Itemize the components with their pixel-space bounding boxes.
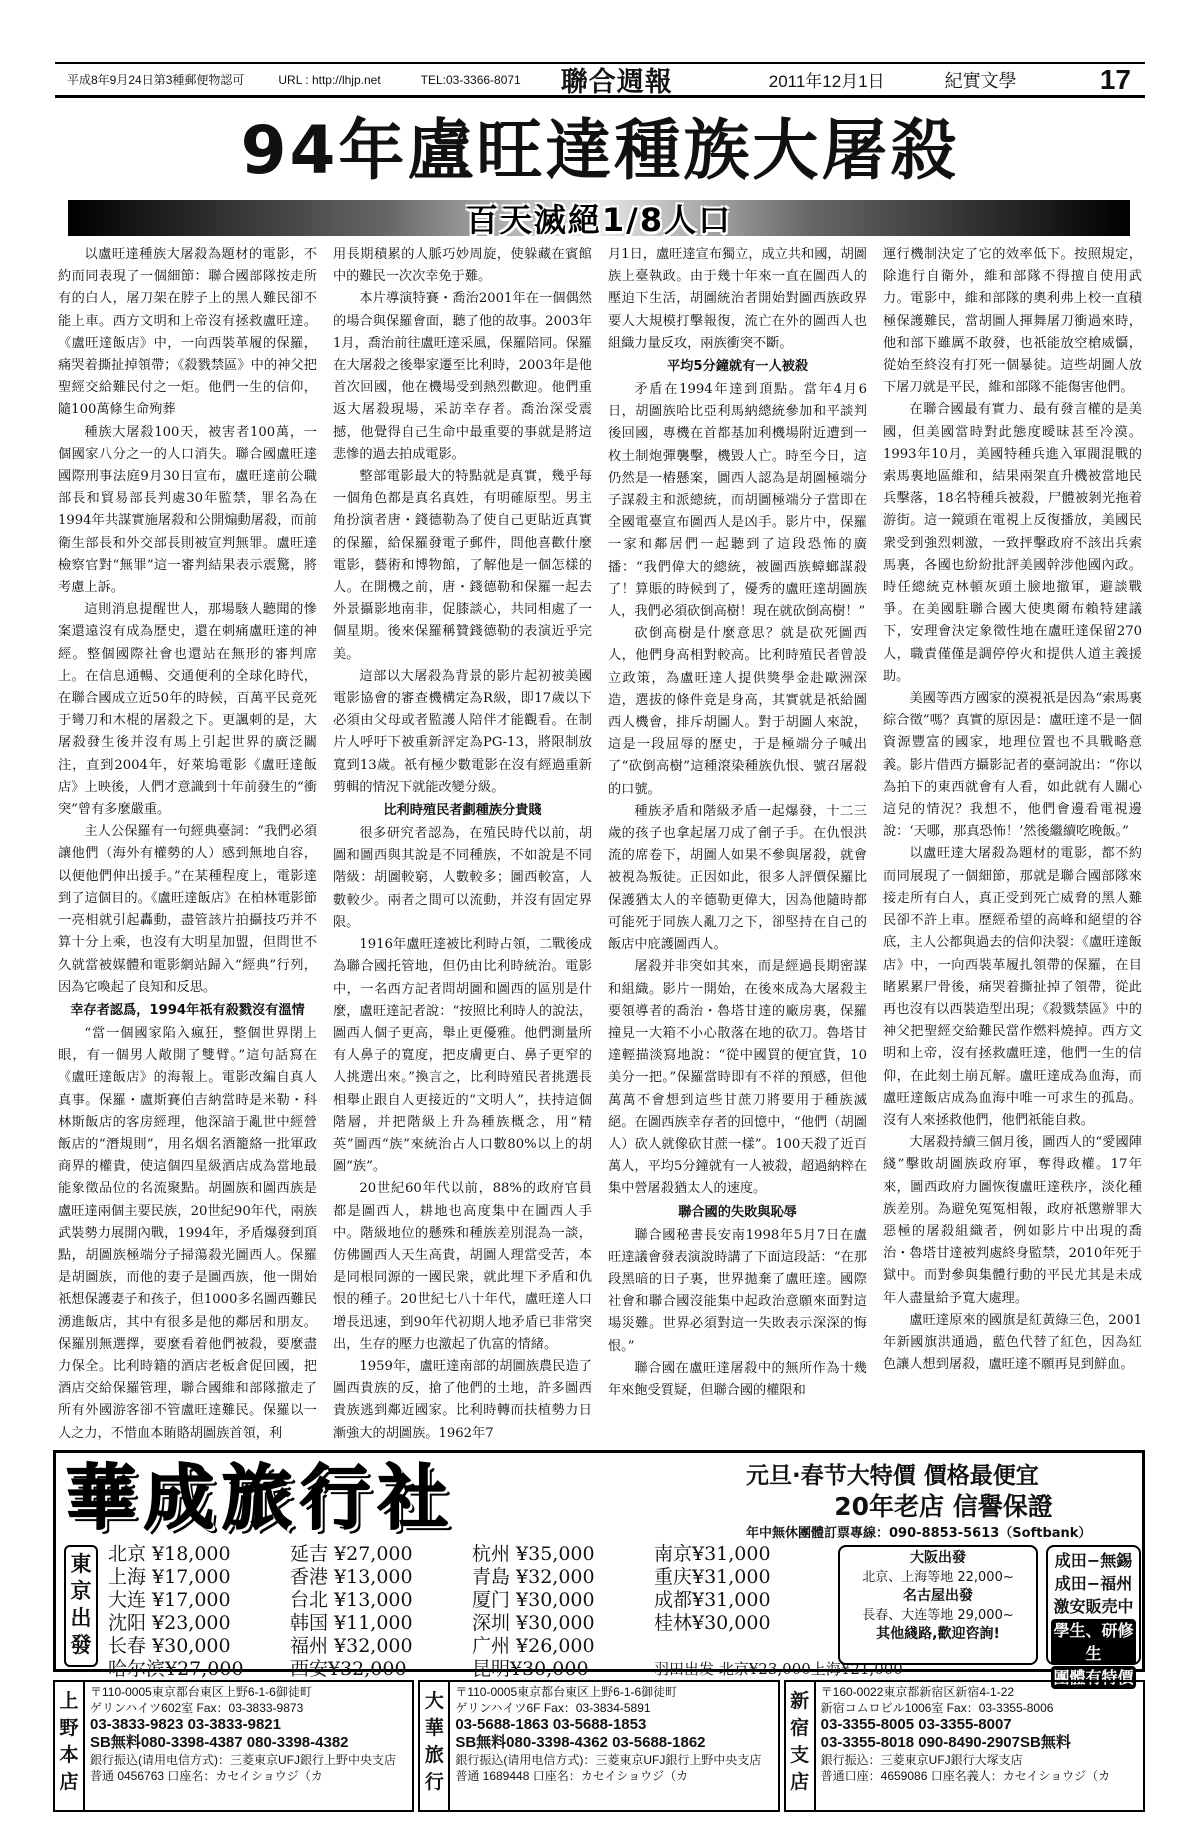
- postal-permit: 平成8年9月24日第3種郵便物認可: [67, 73, 245, 87]
- article-body: [58, 244, 1142, 1442]
- branch-bank: 銀行振込(请用电信方式)：三菱東京UFJ銀行上野中央支店: [90, 1753, 396, 1767]
- section-heading: 比利時殖民者劃種族分貴賤: [383, 803, 542, 819]
- narita-routes-box: 成田−無錫 成田−福州 激安販売中 學生、研修生 團體有特價: [1046, 1545, 1141, 1665]
- article-paragraph: 在聯合國最有實力、最有發言權的是美國，但美國當時對此態度曖昧甚至冷漠。1993年10月，美國特種兵進入軍閥混戰的索馬裏地區維和，結果兩架直升機被當地民兵擊落，18名特種兵被殺，尸體被剝光拖着游街。這一鏡頭在電視上反復播放，美國民衆受到強烈刺激，一致抨擊政府不該出兵索馬裏，各國也紛紛批評美國幹涉他國內政。時任總統克林頓灰頭土臉地撤軍，避談戰爭。在美國駐聯合國大使奧爾布賴特建議下，安理會決定象徵性地在盧旺達保留270人，職責僅僅是調停停火和提供人道主義援助。: [883, 402, 1142, 684]
- fare-cell: 哈尔滨¥27,000: [108, 1658, 244, 1680]
- paper-name: 聯合週報: [560, 67, 673, 98]
- article-paragraph: 這則消息提醒世人，那場駭人聽聞的慘案還遠沒有成為歷史，還在刺痛盧旺達的神經。整個國際社會也還站在無形的審判席上。在信息通暢、交通便利的全球化時代，在聯合國成立近50年的時候，百萬平民竟死于彎刀和木棍的屠殺之下。更諷刺的是，大屠殺發生後并沒有馬上引起世界的廣泛關注，直到2004年，好萊塢電影《盧旺達飯店》上映後，人們才意識到十年前發生的“衝突”曾有多麼嚴重。: [58, 602, 317, 818]
- article-paragraph: 矛盾在1994年達到頂點。當年4月6日，胡圖族哈比亞利馬納總統參加和平談判後回國，專機在首都基加利機場附近遭到一枚土制炮彈襲擊，機毀人亡。時至今日，這仍然是一樁懸案，圖西人認為是胡圖極端分子謀殺主和派總統，而胡圖極端分子當即在全國電臺宣布圖西人是凶手。影片中，保羅一家和鄰居們一起聽到了這段恐怖的廣播：“我們偉大的總統，被圖西族蟑螂謀殺了！算賬的時候到了，優秀的盧旺達胡圖族人，我們必須砍倒高樹！現在就砍倒高樹！”: [608, 382, 867, 620]
- fare-table: [108, 1543, 903, 1681]
- branch-info: [816, 1682, 1143, 1810]
- article-paragraph: 本片導演特賽・喬治2001年在一個偶然的場合與保羅會面，聽了他的故事。2003年1月，喬治前往盧旺達采風，保羅陪同。保羅在大屠殺之後舉家遷至比利時，2003年是他首次回國，他在機場受到熱烈歡迎。他們重返大屠殺現場，采訪幸存者。喬治深受震撼，他覺得自己生命中最重要的事就是將這悲慘的過去拍成電影。: [333, 291, 592, 462]
- fare-cell: 厦门 ¥30,000: [472, 1589, 595, 1611]
- branch-bank: 銀行振込(请用电信方式)：三菱東京UFJ銀行上野中央支店: [455, 1753, 762, 1767]
- article-paragraph: 很多研究者認為，在殖民時代以前，胡圖和圖西與其說是不同種族，不如說是不同階級：胡圖較窮，人數較多；圖西較富，人數較少。兩者之間可以流動，并沒有固定界限。: [333, 826, 592, 930]
- branch-address: 〒110-0005東京都台東区上野6-1-6御徒町: [90, 1685, 312, 1699]
- fare-cell: 沈阳 ¥23,000: [108, 1612, 231, 1634]
- fare-cell: 大连 ¥17,000: [108, 1589, 231, 1611]
- branch-phone: 03-3355-8005 03-3355-8007: [820, 1716, 1012, 1733]
- article-paragraph: 聯合國秘書長安南1998年5月7日在盧旺達議會發表演說時講了下面這段話：“在那段黑暗的日子裏，世界拋棄了盧旺達。國際社會和聯合國沒能集中起政治意願來面對這場災難。世界必須對這一失敗表示深深的悔恨。”: [608, 1227, 867, 1354]
- fare-cell: [654, 1635, 834, 1658]
- branch-name: 上 野 本 店: [55, 1682, 85, 1810]
- section-name: 紀實文學: [944, 70, 1017, 91]
- fare-cell: 西安¥32,000: [290, 1658, 407, 1680]
- branch-address: ゲリンハイツ6F Fax：03-3834-5891: [455, 1701, 651, 1715]
- article-paragraph: 以盧旺達大屠殺為題材的電影，都不約而同展現了一個細節，那就是聯合國部隊來接走所有白人，真正受到死亡威脅的黑人難民卻不許上車。歷經希望的高峰和絕望的谷底，主人公都與過去的信仰決裂：《盧旺達飯店》中，一向西裝革履扎領帶的保羅，在目睹累累尸骨後，痛哭着撕扯掉了領帶，從此再也沒有以西裝造型出現；《殺戮禁區》中的神父把聖經交給難民當作燃料燒掉。西方文明和上帝，沒有拯救盧旺達，他們一生的信仰，在此刻土崩瓦解。盧旺達成為血海，而盧旺達飯店成為血海中唯一可求生的孤島。沒有人來拯救他們，他們祇能自救。: [883, 846, 1142, 1128]
- branch-address: 〒160-0022東京都新宿区新宿4-1-22: [820, 1685, 1015, 1699]
- branch-phone: SB無料080-3398-4387 080-3398-4382: [90, 1734, 349, 1751]
- fare-cell: 青島 ¥32,000: [472, 1566, 595, 1588]
- section-heading: 平均5分鐘就有一人被殺: [666, 359, 809, 375]
- fare-cell: 延吉 ¥27,000: [290, 1543, 413, 1565]
- header-strip: [55, 62, 1145, 98]
- article-paragraph: 砍倒高樹是什麼意思？就是砍死圖西人，他們身高相對較高。比利時殖民者曾設立政策，為盧旺達人提供獎學金赴歐洲深造，選拔的條件竟是身高，其實就是祇給圖西人機會，排斥胡圖人。對于胡圖人來說，這是一段屈辱的歷史，于是極端分子喊出了“砍倒高樹”這種滾染種族仇恨、號召屠殺的口號。: [608, 626, 867, 797]
- branch-address: 〒110-0005東京都台東区上野6-1-6御徒町: [455, 1685, 678, 1699]
- agency-name: 華成旅行社: [66, 1457, 456, 1539]
- issue-date: 2011年12月1日: [768, 72, 885, 91]
- branch-phone: 03-5688-1863 03-5688-1853: [455, 1716, 647, 1733]
- subheadline-bar: [68, 200, 1130, 239]
- branch-phone: SB無料080-3398-4362 03-5688-1862: [455, 1734, 706, 1751]
- fare-cell: 杭州 ¥35,000: [472, 1543, 595, 1565]
- promo-line-2: 20年老店 信譽保證: [834, 1492, 1053, 1521]
- branch-bank: 銀行振込：三菱東京UFJ銀行大塚支店: [820, 1753, 1023, 1767]
- fare-cell: 上海 ¥17,000: [108, 1566, 231, 1588]
- article-paragraph: 整部電影最大的特點就是真實，幾乎每一個角色都是真名真姓，有明確原型。男主角扮演者唐・錢德勒為了使自己更貼近真實的保羅，給保羅發電子郵件，問他喜歡什麼電影，藝術和博物館，了解他是一個怎樣的人。在開機之前，唐・錢德勒和保羅一起去外景攝影地南非，促膝談心，共同相處了一個星期。後來保羅稱贊錢德勒的表演近乎完美。: [333, 469, 592, 662]
- branch-name: 大 華 旅 行: [420, 1682, 450, 1810]
- article-paragraph: 1916年盧旺達被比利時占領，二戰後成為聯合國托管地，但仍由比利時統治。電影中，一名西方記者問胡圖和圖西的區別是什麼，盧旺達記者說：“按照比利時人的說法，圖西人個子更高，舉止更優雅。他們測量所有人鼻子的寬度，把皮膚更白、鼻子更窄的人挑選出來。”換言之，比利時殖民者挑選長相舉止跟自人更接近的“文明人”，扶持這個階層，并把階級上升為種族概念，用“精英”圖西“族”來統治占人口數80%以上的胡圖“族”。: [333, 937, 592, 1175]
- promo-line-3: 年中無休團體訂票專線：090-8853-5613（Softbank）: [746, 1526, 1092, 1541]
- fare-cell: 南京¥31,000: [654, 1543, 771, 1565]
- article-paragraph: 1959年，盧旺達南部的胡圖族農民造了圖西貴族的反，搶了他們的土地，許多圖西貴族逃到鄰近國家。比利時轉而扶植勢力日漸強大的胡圖族。1962年7: [333, 1358, 592, 1441]
- branch-address: 新宿コムロビル1006室 Fax：03-3355-8006: [820, 1701, 1054, 1715]
- article-paragraph: 大屠殺持續三個月後，圖西人的“愛國陣綫”擊敗胡圖族政府軍，奪得政權。17年來，圖西政府力圖恢復盧旺達秩序，淡化種族差別。為避免冤冤相報，政府祇懲辦罪大惡極的屠殺組織者，例如影片中出現的喬治・魯塔甘達被判處終身監禁，2010年死于獄中。而對參與集體行動的平民尤其是未成年人盡量給予寬大處理。: [883, 1135, 1142, 1306]
- branch-office: [418, 1680, 779, 1812]
- tokyo-departure-label: 東 京 出 發: [64, 1545, 98, 1667]
- travel-agency-ad: [53, 1450, 1145, 1687]
- branch-office: [53, 1680, 414, 1812]
- fare-cell: 台北 ¥13,000: [290, 1589, 413, 1611]
- article-paragraph: 主人公保羅有一句經典臺詞：“我們必須讓他們（海外有權勢的人）感到無地自容，以便他們伸出援手。”在某種程度上，電影達到了這個目的。《盧旺達飯店》在柏林電影節一亮相就引起轟動，盡管該片拍攝技巧并不算十分上乘，也沒有大明星加盟，但問世不久就當被媒體和電影網站歸入“經典”行列，因為它喚起了良知和反思。: [58, 824, 317, 995]
- subheadline: 百天滅絕1/8人口: [465, 201, 733, 239]
- article-paragraph: 20世紀60年代以前，88%的政府官員都是圖西人，耕地也高度集中在圖西人手中。階級地位的懸殊和種族差別混為一談，仿佛圖西人天生高貴，胡圖人理當受苦，本是同根同源的一國民衆，就此埋下矛盾和仇恨的種子。20世紀七八十年代，盧旺達人口增長迅速，到90年代初期人地矛盾已非常突出，生存的壓力也激起了仇富的情緒。: [333, 1181, 592, 1352]
- fare-cell: 深圳 ¥30,000: [472, 1612, 595, 1634]
- article-column-4: [883, 244, 1142, 1442]
- fare-cell: 韩国 ¥11,000: [290, 1612, 413, 1634]
- telephone: TEL:03-3366-8071: [420, 72, 521, 87]
- branch-phone: 03-3355-8018 090-8490-2907SB無料: [820, 1734, 1071, 1751]
- article-paragraph: 種族矛盾和階級矛盾一起爆發，十二三歲的孩子也拿起屠刀成了劊子手。在仇恨洪流的席卷下，胡圖人如果不參與屠殺，就會被視為叛徒。正因如此，很多人評價保羅比保護猶太人的辛德勒更偉大，因為他隨時都可能死于同族人亂刀之下，卻堅持在自己的飯店中庇護圖西人。: [608, 803, 867, 953]
- section-heading: 聯合國的失敗與恥辱: [678, 1204, 797, 1220]
- branch-name: 新 宿 支 店: [786, 1682, 816, 1810]
- article-paragraph: 運行機制決定了它的效率低下。按照規定，除進行自衛外，維和部隊不得擅自使用武力。電影中，維和部隊的奧利弗上校一直積極保護難民，當胡圖人揮舞屠刀衝過來時，他和部下雖厲不敢發，也祇能放空槍威懾，從始至終沒有打死一個暴徒。這些胡圖人放下屠刀就是平民，維和部隊不能傷害他們。: [883, 247, 1142, 396]
- article-paragraph: 聯合國在盧旺達屠殺中的無所作為十幾年來飽受質疑，但聯合國的權限和: [608, 1360, 867, 1398]
- fare-cell: 长春 ¥30,000: [108, 1635, 231, 1657]
- osaka-nagoya-box: 大阪出發 北京、上海等地 22,000~ 名古屋出發 長春、大连等地 29,000~ 其他綫路,歡迎咨詢!: [838, 1545, 1038, 1665]
- article-column-3: [608, 244, 867, 1442]
- article-column-2: [333, 244, 592, 1442]
- fare-cell: 昆明¥30,000: [472, 1658, 589, 1680]
- article-paragraph: “當一個國家陷入瘋狂，整個世界閉上眼，有一個男人敞開了雙臂。”這句話寫在《盧旺達飯店》的海報上。電影改編自真人真事。保羅・盧斯賽伯吉納當時是米勒・科林斯飯店的客房經理，他深諳于亂世中經營飯店的“潛規則”，用名烟名酒籠絡一批軍政商界的權貴，使這個四星級酒店成為當地最能象徵品位的名流聚點。胡圖族和圖西族是盧旺達兩個主要民族，20世紀90年代，兩族武裝勢力展開內戰，1994年，矛盾爆發到頂點，胡圖族極端分子掃蕩殺光圖西人。保羅是胡圖族，而他的妻子是圖西族，他一開始祇想保護妻子和孩子，但1000多名圖西難民湧進飯店，其中有很多是他的鄰居和朋友。保羅別無選擇，要麼看着他們被殺，要麼盡力保全。比利時籍的酒店老板倉促回國，把酒店交給保羅管理，聯合國維和部隊撤走了所有外國游客卻不管盧旺達難民。保羅以一人之力，不惜血本賄賂胡圖族首領，利: [58, 1025, 317, 1441]
- article-column-1: [58, 244, 317, 1442]
- branch-phone: 03-3833-9823 03-3833-9821: [90, 1716, 281, 1733]
- ad-promo: [746, 1461, 1141, 1545]
- fare-cell: 重庆¥31,000: [654, 1566, 771, 1588]
- haneda-fares: 羽田出发 北京¥23,000上海¥21,000: [654, 1660, 903, 1678]
- fare-cell: 桂林¥30,000: [654, 1612, 771, 1634]
- fare-cell: 广州 ¥26,000: [472, 1635, 595, 1657]
- article-paragraph: 月1日，盧旺達宣布獨立，成立共和國，胡圖族上臺執政。由于幾十年來一直在圖西人的壓迫下生活，胡圖統治者開始對圖西族政界要人大規模打擊報復，流亡在外的圖西人也組織力量反攻，兩族衝突不斷。: [608, 247, 867, 351]
- branch-address: ゲリンハイツ602室 Fax：03-3833-9873: [90, 1701, 304, 1715]
- article-paragraph: 這部以大屠殺為背景的影片起初被美國電影協會的審查機構定為R級，即17歲以下必須由父母或者監護人陪伴才能觀看。在制片人呼吁下被重新評定為PG-13，將限制放寬到13歲。祇有極少數電影在沒有經過重新剪輯的情況下就能改變分級。: [333, 668, 592, 795]
- branch-offices: [53, 1680, 1145, 1812]
- branch-info: [450, 1682, 777, 1810]
- fare-cell: 香港 ¥13,000: [290, 1566, 413, 1588]
- headline: 94年盧旺達種族大屠殺: [240, 112, 960, 189]
- article-paragraph: 盧旺達原來的國旗是紅黃綠三色，2001年新國旗洪通過，藍色代替了紅色，因為紅色讓人想到屠殺，盧旺達不願再見到鮮血。: [883, 1312, 1142, 1373]
- fare-cell: 北京 ¥18,000: [108, 1543, 231, 1565]
- branch-bank: 普通 1689448 口座名：カセイショウジ（カ: [455, 1769, 689, 1783]
- promo-line-1: 元旦·春节大特價 價格最便宜: [746, 1463, 1039, 1489]
- branch-info: [85, 1682, 412, 1810]
- website-url[interactable]: URL : http://lhjp.net: [278, 72, 381, 87]
- article-paragraph: 用長期積累的人脈巧妙周旋，使躲藏在賓館中的難民一次次幸免于難。: [333, 247, 592, 285]
- fare-cell: 成都¥31,000: [654, 1589, 771, 1611]
- article-paragraph: 美國等西方國家的漠視祇是因為“索馬裏綜合徵”嗎？真實的原因是：盧旺達不是一個資源豐富的國家，地理位置也不具戰略意義。影片借西方攝影記者的臺詞說出：“你以為拍下的東西就會有人看，如此就有人關心這兒的情況？我想不，他們會邊看電視邊說：‘天哪，那真恐怖！’然後繼續吃晚飯。”: [883, 691, 1142, 840]
- section-heading: 幸存者認爲，1994年祇有殺戮沒有溫情: [70, 1002, 305, 1018]
- page-number: 17: [1099, 63, 1131, 95]
- article-paragraph: 種族大屠殺100天，被害者100萬，一個國家八分之一的人口消失。聯合國盧旺達國際刑事法庭9月30日宣布，盧旺達前公職部長和貿易部長判處30年監禁，罪名為在1994年共謀實施屠殺和公開煽動屠殺，而前衛生部長和外交部長則被宣判無罪。盧旺達檢察官對“無罪”這一審判結果表示震驚，將考慮上訴。: [58, 424, 317, 596]
- branch-bank: 普通口座：4659086 口座名義人：カセイショウジ（カ: [820, 1769, 1111, 1783]
- article-paragraph: 屠殺并非突如其來，而是經過長期密謀和組織。影片一開始，在後來成為大屠殺主要領導者的喬治・魯塔甘達的廠房裏，保羅撞見一大箱不小心散落在地的砍刀。魯塔甘達輕描淡寫地說：“從中國買的便宜貨，10美分一把。”保羅當時即有不祥的預感，但他萬萬不會想到這些甘蔗刀將要用于種族滅絕。在圖西族幸存者的回憶中，“他們（胡圖人）砍人就像砍甘蔗一樣”。100天殺了近百萬人，平均5分鐘就有一人被殺，超過納粹在集中營屠殺猶太人的速度。: [608, 959, 867, 1197]
- branch-bank: 普通 0456763 口座名：カセイショウジ（カ: [90, 1769, 323, 1783]
- fare-cell: 福州 ¥32,000: [290, 1635, 413, 1657]
- article-paragraph: 以盧旺達種族大屠殺為題材的電影，不約而同表現了一個細節：聯合國部隊按走所有的白人，屠刀架在脖子上的黑人難民卻不能上車。西方文明和上帝沒有拯救盧旺達。《盧旺達飯店》中，一向西裝革履的保羅，痛哭着撕扯掉領帶；《殺戮禁區》中的神父把聖經交給難民付之一炬。他們一生的信仰，隨100萬條生命殉葬: [58, 247, 317, 418]
- branch-office: [784, 1680, 1145, 1812]
